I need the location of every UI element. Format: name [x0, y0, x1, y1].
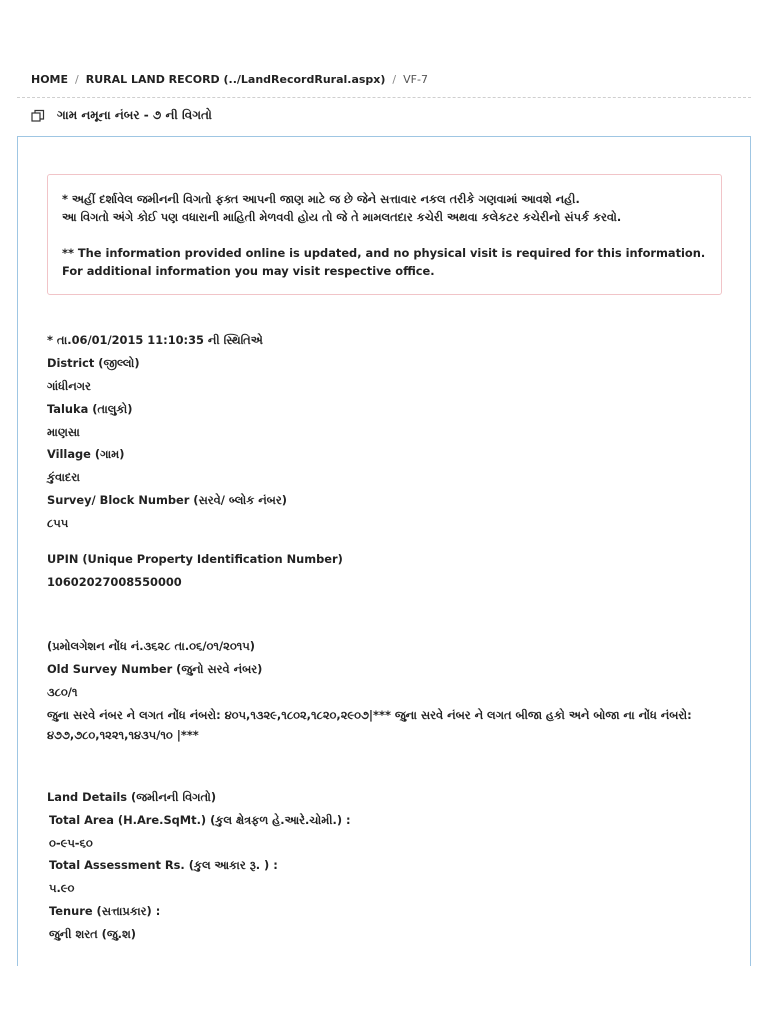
- land-details-heading: Land Details (જમીનની વિગતો): [47, 790, 217, 804]
- upin-label: UPIN (Unique Property Identification Number): [47, 552, 343, 566]
- breadcrumb-separator: /: [392, 73, 397, 86]
- total-assessment-label: Total Assessment Rs. (કુલ આકાર રૂ. ) :: [49, 858, 278, 872]
- status-timestamp: * તા.06/01/2015 11:10:35 ની સ્થિતિએ: [47, 333, 263, 347]
- upin-value: 10602027008550000: [47, 575, 182, 589]
- district-value: ગાંધીનગર: [47, 379, 91, 393]
- breadcrumb-separator: /: [75, 73, 79, 86]
- old-survey-entries: જુના સરવે નંબર ને લગત નોંધ નંબરો: ૪૦૫,૧૩૨૯,૧૮૦૨,૧૮૨૦,૨૯૦૭|*** જુના સરવે નંબર ને લગત બીજા હકો અને બોજા ના નોંધ નંબરો: ૪૭૭,૭૮૦,૧૨૨૧,૧૪૩૫/૧૦ |***: [47, 708, 692, 742]
- breadcrumb-rural-link[interactable]: RURAL LAND RECORD (../LandRecordRural.aspx): [85, 73, 386, 86]
- village-value: કુંવાદરા: [47, 470, 80, 484]
- taluka-label: Taluka (તાલુકો): [47, 402, 133, 416]
- tenure-label: Tenure (સત્તાપ્રકાર) :: [49, 904, 161, 918]
- total-area-value: ૦-૯૫-૬૦: [49, 836, 93, 850]
- notice-english-line-2: For additional information you may visit respective office.: [62, 264, 435, 278]
- old-survey-value: ૩૮૦/૧: [47, 685, 78, 699]
- tenure-value: જુની શરત (જુ.શ): [49, 927, 136, 941]
- survey-number-value: ૮૫૫: [47, 516, 69, 530]
- notice-english-line-1: ** The information provided online is updated, and no physical visit is required for this information.: [62, 246, 706, 260]
- village-label: Village (ગામ): [47, 447, 125, 461]
- disclaimer-notice: [47, 174, 722, 295]
- breadcrumb-home-link[interactable]: HOME: [31, 73, 69, 86]
- district-label: District (જીલ્લો): [47, 356, 140, 370]
- old-survey-label: Old Survey Number (જુનો સરવે નંબર): [47, 662, 263, 676]
- page-title: [31, 108, 212, 123]
- breadcrumb-current: VF-7: [403, 73, 428, 86]
- notice-gujarati-line-1: * અહીં દર્શાવેલ જમીનની વિગતો ફક્ત આપની જાણ માટે જ છે જેને સત્તાવાર નકલ તરીકે ગણવામાં આવશે નહી.: [62, 192, 580, 206]
- notice-gujarati-line-2: આ વિગતો અંગે કોઈ પણ વધારાની માહિતી મેળવવી હોય તો જે તે મામલતદાર કચેરી અથવા કલેકટર કચેરીનો સંપર્ક કરવો.: [62, 210, 622, 224]
- copy-icon: [31, 109, 45, 123]
- breadcrumb-divider: [17, 97, 751, 98]
- land-record-panel: [17, 136, 751, 966]
- total-assessment-value: ૫.૯૦: [49, 881, 75, 895]
- promulgation-note: (પ્રમોલગેશન નોંધ નં.૩૬૨૮ તા.૦૬/૦૧/૨૦૧૫): [47, 639, 255, 653]
- taluka-value: માણસા: [47, 425, 80, 439]
- total-area-label: Total Area (H.Are.SqMt.) (કુલ ક્ષેત્રફળ હે.આરે.ચોમી.) :: [49, 813, 351, 827]
- breadcrumb: [31, 73, 428, 86]
- survey-number-label: Survey/ Block Number (સરવે/ બ્લોક નંબર): [47, 493, 287, 507]
- page-title-text: ગામ નમૂના નંબર - ૭ ની વિગતો: [57, 108, 212, 122]
